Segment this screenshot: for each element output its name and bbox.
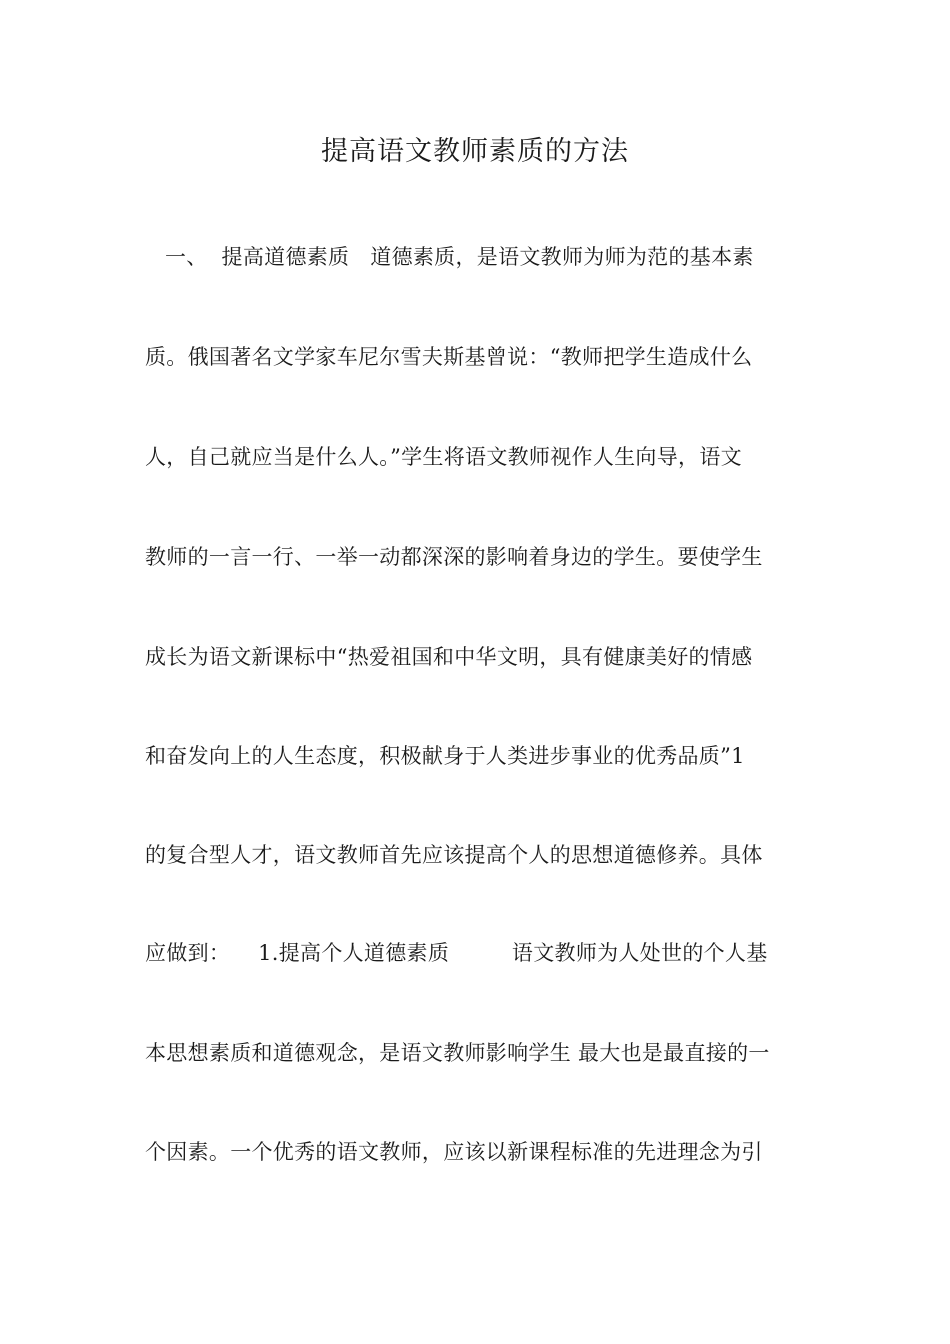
document-title: 提高语文教师素质的方法: [321, 136, 629, 167]
paragraph-line-8: 应做到： 1.提高个人道德素质 语文教师为人处世的个人基: [145, 941, 768, 965]
paragraph-line-3: 人，自己就应当是什么人。”学生将语文教师视作人生向导，语文: [145, 445, 742, 469]
paragraph-line-7: 的复合型人才，语文教师首先应该提高个人的思想道德修养。具体: [145, 843, 763, 867]
paragraph-line-10: 个因素。一个优秀的语文教师，应该以新课程标准的先进理念为引: [145, 1140, 763, 1164]
paragraph-line-1: 一、 提高道德素质 道德素质，是语文教师为师为范的基本素: [165, 245, 754, 269]
paragraph-line-9: 本思想素质和道德观念，是语文教师影响学生 最大也是最直接的一: [145, 1041, 770, 1065]
paragraph-line-5: 成长为语文新课标中“热爱祖国和中华文明，具有健康美好的情感: [145, 645, 753, 669]
paragraph-line-4: 教师的一言一行、一举一动都深深的影响着身边的学生。要使学生: [145, 545, 763, 569]
paragraph-line-2: 质。俄国著名文学家车尼尔雪夫斯基曾说：“教师把学生造成什么: [145, 345, 753, 369]
paragraph-line-6: 和奋发向上的人生态度，积极献身于人类进步事业的优秀品质”1: [145, 744, 745, 768]
